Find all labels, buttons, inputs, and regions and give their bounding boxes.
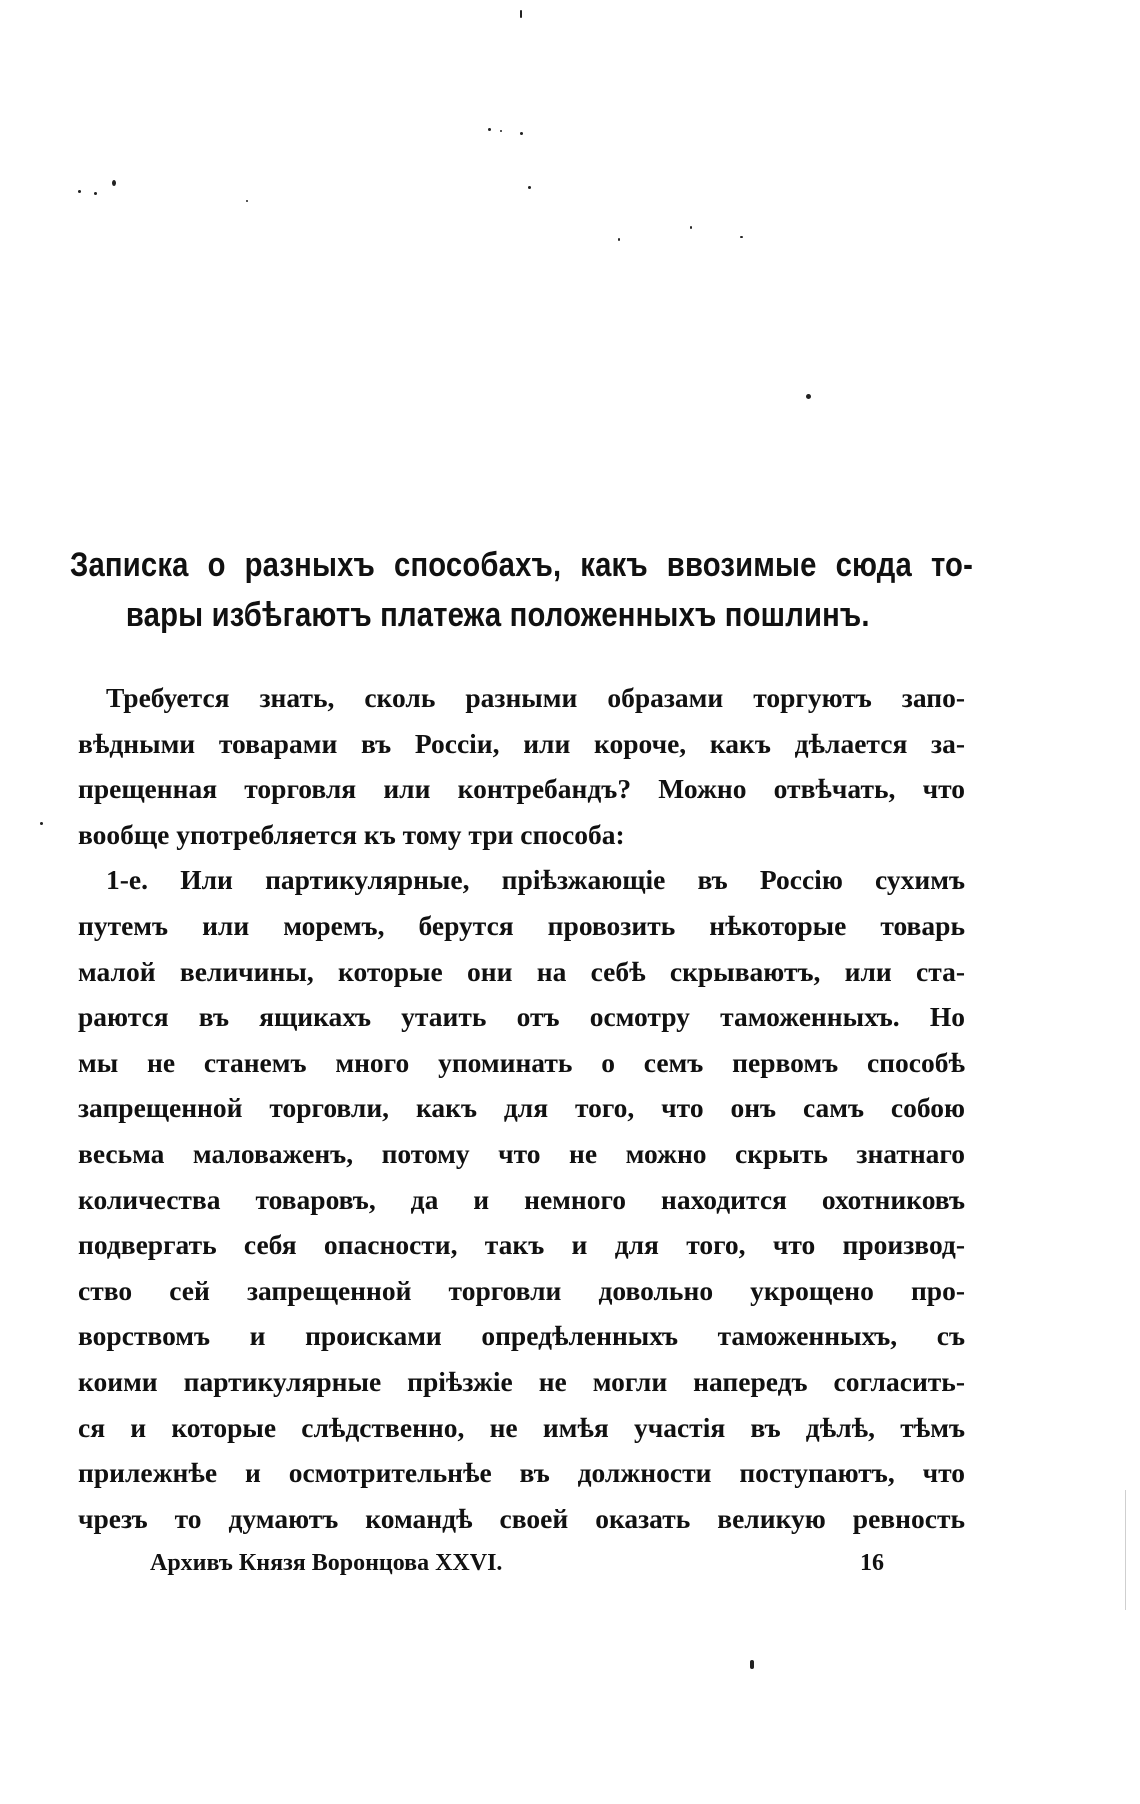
scan-speck xyxy=(740,236,743,238)
scan-speck xyxy=(806,394,811,399)
scan-speck xyxy=(78,190,81,193)
body-line: весьма маловаженъ, потому что не можно скрыть знатнаго xyxy=(78,1137,965,1169)
document-title xyxy=(70,540,973,640)
body-line: количества товаровъ, да и немного находится охотниковъ xyxy=(78,1183,965,1215)
scan-speck xyxy=(500,130,502,132)
scan-speck xyxy=(94,192,97,195)
body-line: вѣдными товарами въ Россіи, или короче, какъ дѣлается за- xyxy=(78,727,965,759)
scan-speck xyxy=(488,128,491,131)
scan-edge-line xyxy=(1125,1490,1126,1610)
body-line: ство сей запрещенной торговли довольно укрощено про- xyxy=(78,1274,965,1306)
body-line: прещенная торговля или контребандъ? Можно отвѣчать, что xyxy=(78,773,965,805)
scan-speck xyxy=(520,10,522,18)
scan-speck xyxy=(618,238,620,241)
body-line: 1-е. Или партикулярные, пріѣзжающіе въ Россію сухимъ xyxy=(106,864,965,896)
body-line: раются въ ящикахъ утаить отъ осмотру таможенныхъ. Но xyxy=(78,1001,965,1033)
body-line: чрезъ то думаютъ командѣ своей оказать великую ревность xyxy=(78,1502,965,1534)
scan-speck xyxy=(40,822,43,825)
body-line: ворствомъ и происками опредѣленныхъ таможенныхъ, съ xyxy=(78,1320,965,1352)
body-line: запрещенной торговли, какъ для того, что онъ самъ собою xyxy=(78,1092,965,1124)
body-line: прилежнѣе и осмотрительнѣе въ должности поступаютъ, что xyxy=(78,1457,965,1489)
scan-speck xyxy=(750,1660,754,1669)
body-line: подвергать себя опасности, такъ и для того, что производ- xyxy=(78,1229,965,1261)
body-line: Требуется знать, сколь разными образами торгуютъ запо- xyxy=(106,682,965,713)
title-line: Записка о разныхъ способахъ, какъ ввозимые сюда то- xyxy=(70,546,973,584)
page-number: 16 xyxy=(860,1550,884,1576)
scan-speck xyxy=(690,226,692,229)
body-line: ся и которые слѣдственно, не имѣя участія въ дѣлѣ, тѣмъ xyxy=(78,1411,965,1443)
scan-speck xyxy=(528,186,531,189)
body-line: коими партикулярные пріѣзжіе не могли напередъ согласить- xyxy=(78,1365,965,1397)
body-line: малой величины, которые они на себѣ скрываютъ, или ста- xyxy=(78,955,965,987)
body-line: вообще употребляется къ тому три способа: xyxy=(78,818,625,850)
footer-signature: Архивъ Князя Воронцова XXVI. xyxy=(150,1550,503,1576)
title-line: вары избѣгаютъ платежа положенныхъ пошлинъ. xyxy=(125,596,870,634)
scan-speck xyxy=(112,180,116,186)
scan-speck xyxy=(246,200,248,202)
body-paragraphs xyxy=(78,675,965,1541)
scan-speck xyxy=(520,132,523,135)
body-line: мы не станемъ много упоминать о семъ первомъ способѣ xyxy=(78,1046,965,1078)
body-line: путемъ или моремъ, берутся провозить нѣкоторые товарь xyxy=(78,909,965,941)
